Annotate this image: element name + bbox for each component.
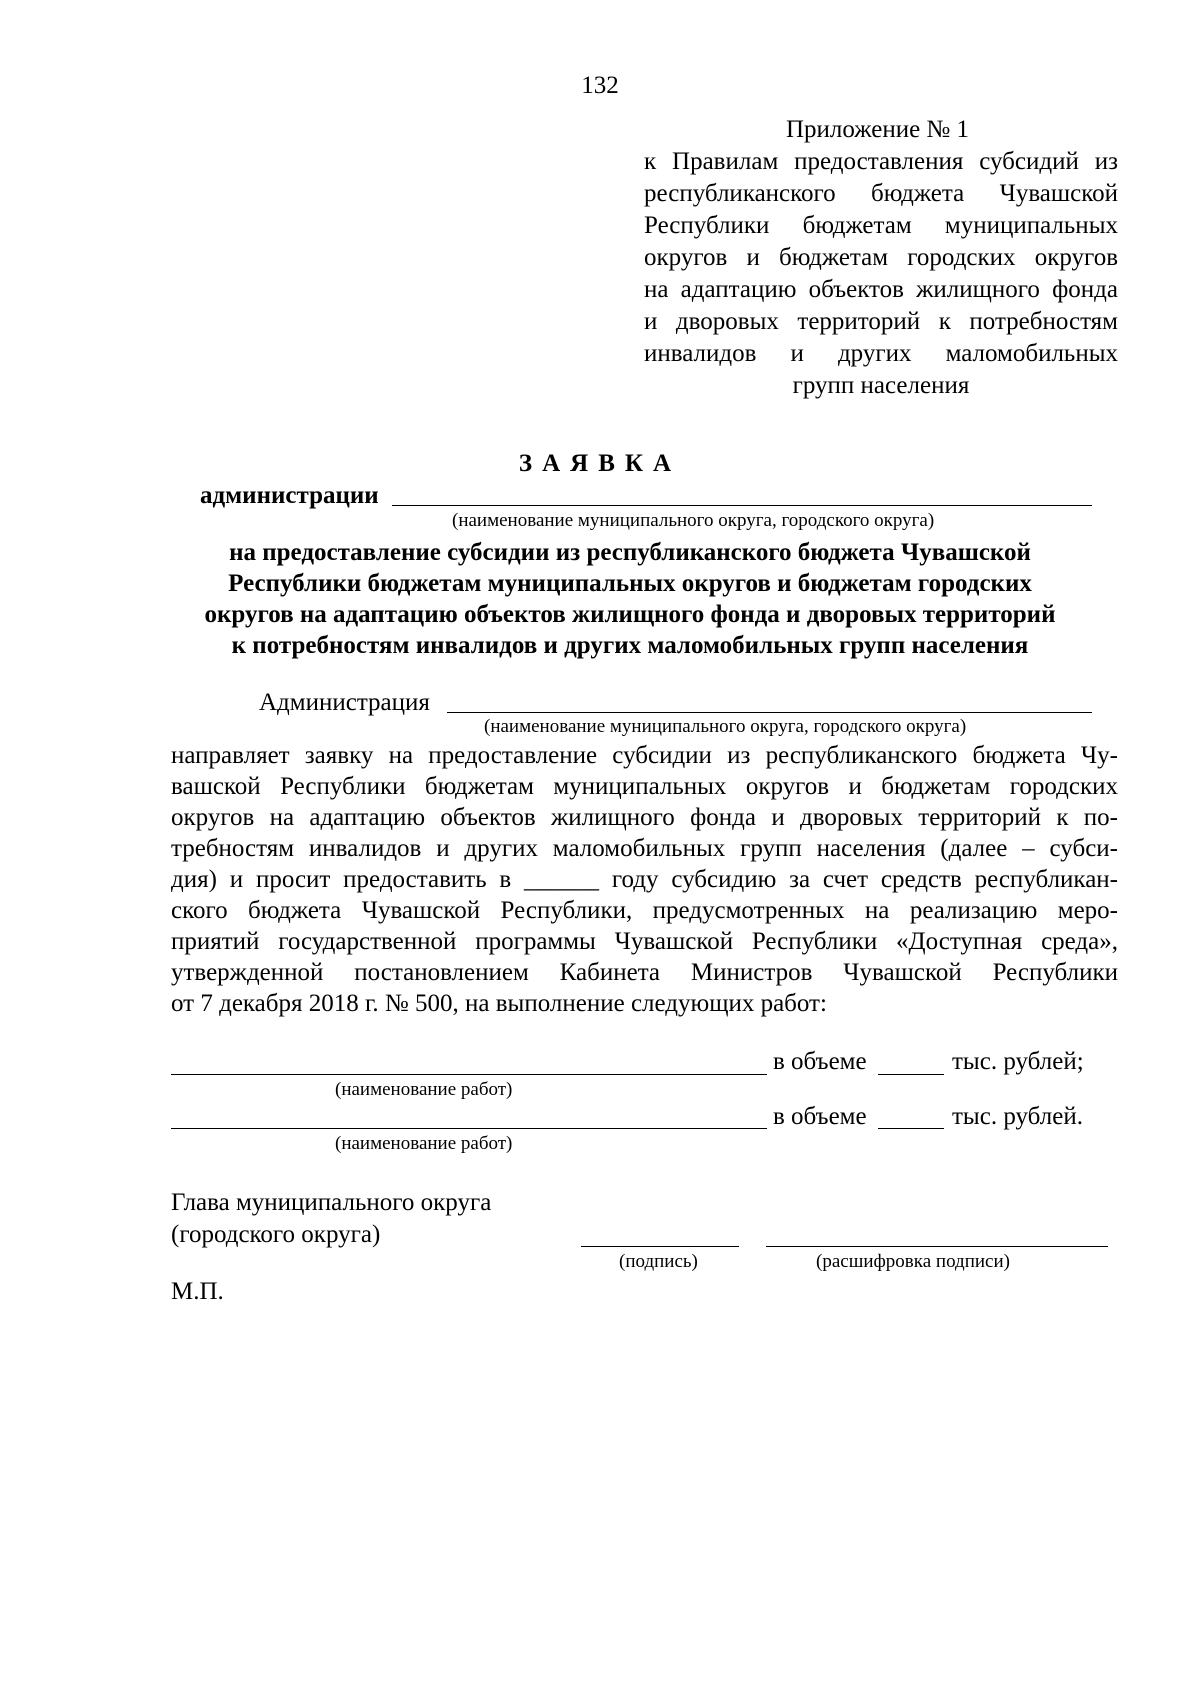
administration-name-field[interactable] — [392, 505, 1092, 506]
signature-field[interactable] — [581, 1246, 739, 1247]
body-line: приятий государственной программы Чувашской Республики «Доступная среда», — [171, 928, 1118, 955]
work-unit: тыс. рублей. — [952, 1103, 1083, 1130]
appendix-line: к Правилам предоставления субсидий из — [644, 148, 1118, 175]
body-admin-caption: (наименование муниципального округа, городского округа) — [484, 716, 967, 737]
subtitle-line: округов на адаптацию объектов жилищного фонда и дворовых территорий — [204, 601, 1056, 628]
work-name-caption: (наименование работ) — [335, 1133, 513, 1154]
application-subtitle — [170, 537, 1090, 661]
page-number: 132 — [581, 72, 619, 99]
body-line: округов на адаптацию объектов жилищного фонда и дворовых территорий к по- — [171, 804, 1118, 831]
body-admin-word: Администрация — [259, 689, 430, 716]
appendix-line: на адаптацию объектов жилищного фонда — [644, 276, 1118, 303]
work-name-caption: (наименование работ) — [335, 1079, 513, 1100]
administration-label: администрации — [200, 482, 379, 509]
document-title: ЗАЯВКА — [518, 450, 682, 477]
head-title-continued: (городского округа) — [171, 1221, 381, 1248]
appendix-title: Приложение № 1 — [786, 116, 970, 143]
signature-decode-caption: (расшифровка подписи) — [816, 1251, 1010, 1272]
work-volume-field[interactable] — [878, 1128, 944, 1129]
body-line: направляет заявку на предоставление субсидии из республиканского бюджета Чу- — [171, 742, 1118, 769]
appendix-line: групп населения — [792, 372, 970, 399]
work-unit: тыс. рублей; — [952, 1048, 1084, 1075]
stamp-place: М.П. — [171, 1278, 224, 1305]
body-line: от 7 декабря 2018 г. № 500, на выполнение следующих работ: — [171, 990, 827, 1017]
body-line: ского бюджета Чувашской Республики, предусмотренных на реализацию меро- — [171, 897, 1118, 924]
appendix-text — [644, 146, 1118, 402]
appendix-line: инвалидов и других маломобильных — [644, 340, 1118, 367]
body-line: требностям инвалидов и других маломобильных групп населения (далее – субси- — [171, 835, 1118, 862]
appendix-line: республиканского бюджета Чувашской — [644, 180, 1118, 207]
appendix-line: округов и бюджетам городских округов — [644, 244, 1118, 271]
work-name-field[interactable] — [171, 1128, 767, 1129]
body-admin-name-field[interactable] — [447, 712, 1092, 713]
work-volume-label: в объеме — [773, 1048, 867, 1075]
application-body-text — [171, 740, 1118, 1019]
subtitle-line: на предоставление субсидии из республиканского бюджета Чувашской — [229, 539, 1031, 566]
head-title: Глава муниципального округа — [171, 1189, 492, 1216]
subtitle-line: к потребностям инвалидов и других маломобильных групп населения — [231, 632, 1029, 659]
work-volume-label: в объеме — [773, 1103, 867, 1130]
body-line: дия) и просит предоставить в ______ году субсидию за счет средств республикан- — [171, 866, 1118, 893]
body-line: утвержденной постановлением Кабинета Министров Чувашской Республики — [171, 959, 1118, 986]
administration-caption: (наименование муниципального округа, городского округа) — [452, 510, 935, 531]
subtitle-line: Республики бюджетам муниципальных округов и бюджетам городских — [228, 570, 1032, 597]
signature-caption: (подпись) — [619, 1251, 698, 1272]
body-line: вашской Республики бюджетам муниципальных округов и бюджетам городских — [171, 773, 1118, 800]
appendix-line: Республики бюджетам муниципальных — [644, 212, 1118, 239]
appendix-line: и дворовых территорий к потребностям — [644, 308, 1118, 335]
signature-decode-field[interactable] — [766, 1246, 1108, 1247]
work-name-field[interactable] — [171, 1074, 767, 1075]
work-volume-field[interactable] — [878, 1074, 944, 1075]
